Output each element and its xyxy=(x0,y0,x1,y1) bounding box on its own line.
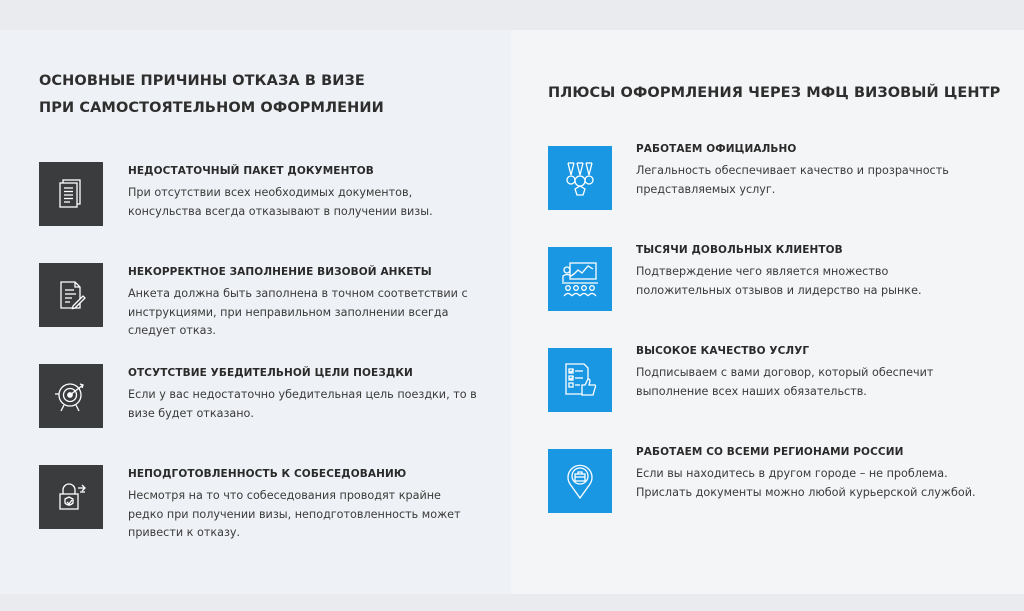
advantages-section xyxy=(511,30,1024,594)
form-edit-icon xyxy=(39,263,103,327)
item-description: Несмотря на то что собеседования проводят крайне редко при получении визы, неподготовленность может привести к отказу. xyxy=(128,489,461,539)
item-description: Если у вас недостаточно убедительная цель поездки, то в визе будет отказано. xyxy=(128,388,477,420)
item-title: ОТСУТСТВИЕ УБЕДИТЕЛЬНОЙ ЦЕЛИ ПОЕЗДКИ xyxy=(128,367,413,379)
item-description: Легальность обеспечивает качество и прозрачность представляемых услуг. xyxy=(636,164,949,196)
documents-icon xyxy=(39,162,103,226)
medals-icon xyxy=(548,146,612,210)
list-item xyxy=(548,244,1024,348)
list-item xyxy=(39,465,511,566)
list-item xyxy=(548,143,1024,247)
target-icon xyxy=(39,364,103,428)
checklist-thumbs-up-icon xyxy=(548,348,612,412)
list-item xyxy=(39,364,511,465)
item-title: ВЫСОКОЕ КАЧЕСТВО УСЛУГ xyxy=(636,345,810,357)
item-description: Подписываем с вами договор, который обеспечит выполнение всех наших обязательств. xyxy=(636,366,934,398)
list-item xyxy=(548,446,1024,550)
item-title: РАБОТАЕМ ОФИЦИАЛЬНО xyxy=(636,143,797,155)
presentation-audience-icon xyxy=(548,247,612,311)
location-briefcase-icon xyxy=(548,449,612,513)
page xyxy=(0,30,1024,594)
refusal-reasons-section xyxy=(0,30,511,594)
item-description: Подтверждение чего является множество положительных отзывов и лидерство на рынке. xyxy=(636,265,922,297)
item-description: Если вы находитесь в другом городе – не проблема. Прислать документы можно любой курьерской службой. xyxy=(636,467,976,499)
item-description: При отсутствии всех необходимых документов, консульства всегда отказывают в получении визы. xyxy=(128,186,433,218)
list-item xyxy=(548,345,1024,449)
advantages-heading: ПЛЮСЫ ОФОРМЛЕНИЯ ЧЕРЕЗ МФЦ ВИЗОВЫЙ ЦЕНТР xyxy=(548,85,1001,101)
refusal-reasons-heading: ОСНОВНЫЕ ПРИЧИНЫ ОТКАЗА В ВИЗЕ ПРИ САМОСТОЯТЕЛЬНОМ ОФОРМЛЕНИИ xyxy=(39,73,384,116)
item-title: РАБОТАЕМ СО ВСЕМИ РЕГИОНАМИ РОССИИ xyxy=(636,446,904,458)
item-title: ТЫСЯЧИ ДОВОЛЬНЫХ КЛИЕНТОВ xyxy=(636,244,843,256)
list-item xyxy=(39,162,511,263)
security-lock-icon xyxy=(39,465,103,529)
item-title: НЕКОРРЕКТНОЕ ЗАПОЛНЕНИЕ ВИЗОВОЙ АНКЕТЫ xyxy=(128,266,432,278)
item-title: НЕДОСТАТОЧНЫЙ ПАКЕТ ДОКУМЕНТОВ xyxy=(128,165,374,177)
list-item xyxy=(39,263,511,364)
item-description: Анкета должна быть заполнена в точном соответствии с инструкциями, при неправильном заполнении всегда следует отказ. xyxy=(128,287,468,337)
item-title: НЕПОДГОТОВЛЕННОСТЬ К СОБЕСЕДОВАНИЮ xyxy=(128,468,407,480)
